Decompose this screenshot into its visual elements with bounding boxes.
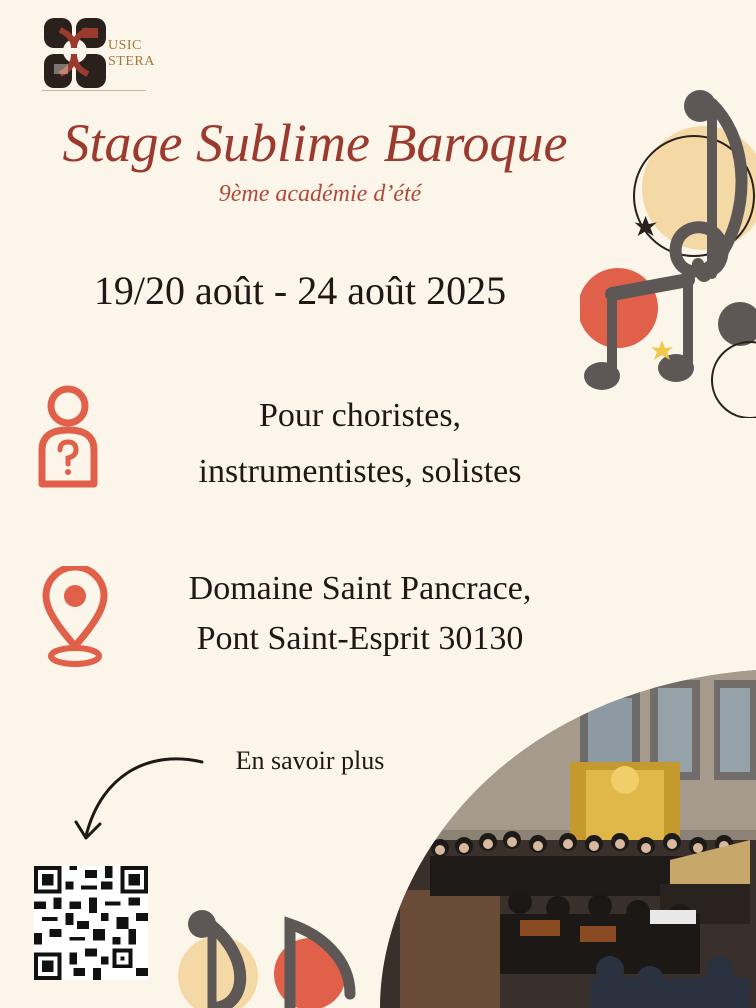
curved-arrow-icon [72, 752, 208, 848]
event-dates: 19/20 août - 24 août 2025 [93, 268, 507, 313]
qr-code[interactable] [34, 866, 148, 980]
logo-wordmark: USIC STERA [108, 38, 155, 69]
learn-more-link[interactable]: En savoir plus [235, 746, 385, 775]
concert-photo [380, 670, 756, 1008]
music-notes-decoration-bottom [160, 904, 370, 1008]
location-pin-icon [40, 566, 110, 670]
event-title: Stage Sublime Baroque [62, 113, 568, 173]
person-question-icon [32, 384, 104, 488]
audience-text: Pour choristes, instrumentistes, solistes [198, 397, 522, 490]
location-text: Domaine Saint Pancrace, Pont Saint-Esprit 30130 [188, 570, 532, 657]
event-subtitle: 9ème académie d’été [218, 181, 422, 207]
